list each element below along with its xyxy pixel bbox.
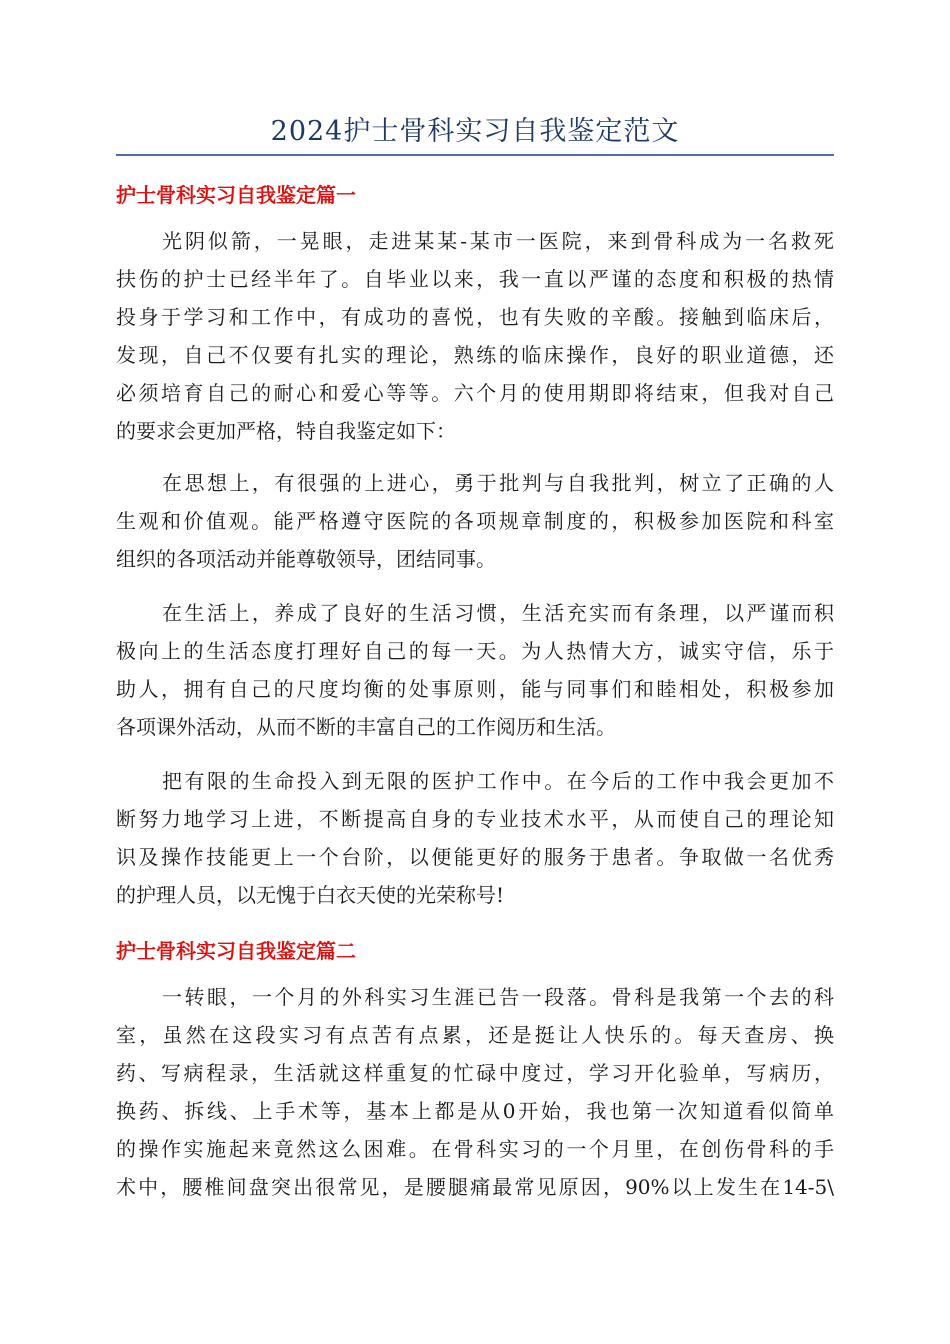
text-line: 换药、拆线、上手术等，基本上都是从0开始，我也第一次知道看似简单 — [116, 1099, 834, 1123]
text-line: 生观和价值观。能严格遵守医院的各项规章制度的，积极参加医院和科室 — [116, 509, 834, 533]
paragraph — [116, 978, 834, 1206]
text-line: 室，虽然在这段实习有点苦有点累，还是挺让人快乐的。每天查房、换 — [116, 1023, 834, 1047]
document-title: 2024护士骨科实习自我鉴定范文 — [270, 116, 680, 147]
section-heading-2: 护士骨科实习自我鉴定篇二 — [116, 939, 356, 963]
paragraph — [116, 594, 834, 746]
section-heading-1: 护士骨科实习自我鉴定篇一 — [116, 183, 356, 207]
text-line: 组织的各项活动并能尊敬领导，团结同事。 — [116, 547, 496, 571]
paragraph — [116, 762, 834, 914]
text-line: 投身于学习和工作中，有成功的喜悦，也有失败的辛酸。接触到临床后， — [116, 305, 834, 329]
text-line: 必须培育自己的耐心和爱心等等。六个月的使用期即将结束，但我对自己 — [116, 381, 834, 405]
paragraph — [116, 222, 834, 450]
text-line: 的护理人员，以无愧于白衣天使的光荣称号! — [116, 883, 505, 907]
text-line: 断努力地学习上进，不断提高自身的专业技术水平，从而使自己的理论知 — [116, 807, 834, 831]
text-line: 的要求会更加严格，特自我鉴定如下： — [116, 419, 456, 443]
text-line: 把有限的生命投入到无限的医护工作中。在今后的工作中我会更加不 — [162, 769, 834, 793]
paragraph — [116, 464, 834, 578]
text-line: 极向上的生活态度打理好自己的每一天。为人热情大方，诚实守信，乐于 — [116, 639, 834, 663]
text-line: 药、写病程录，生活就这样重复的忙碌中度过，学习开化验单，写病历， — [116, 1061, 834, 1085]
text-line: 识及操作技能更上一个台阶，以便能更好的服务于患者。争取做一名优秀 — [116, 845, 834, 869]
text-line: 在生活上，养成了良好的生活习惯，生活充实而有条理，以严谨而积 — [162, 601, 834, 625]
text-line: 发现，自己不仅要有扎实的理论，熟练的临床操作，良好的职业道德，还 — [116, 343, 834, 367]
text-line: 助人，拥有自己的尺度均衡的处事原则，能与同事们和睦相处，积极参加 — [116, 677, 834, 701]
text-line: 一转眼，一个月的外科实习生涯已告一段落。骨科是我第一个去的科 — [162, 985, 834, 1009]
text-line: 扶伤的护士已经半年了。自毕业以来，我一直以严谨的态度和积极的热情 — [116, 267, 834, 291]
text-line: 各项课外活动，从而不断的丰富自己的工作阅历和生活。 — [116, 715, 616, 739]
text-line: 光阴似箭，一晃眼，走进某某-某市一医院，来到骨科成为一名救死 — [162, 229, 834, 253]
text-line: 在思想上，有很强的上进心，勇于批判与自我批判，树立了正确的人 — [162, 471, 834, 495]
title-underline — [116, 154, 834, 156]
text-line: 的操作实施起来竟然这么困难。在骨科实习的一个月里，在创伤骨科的手 — [116, 1137, 834, 1161]
text-line: 术中，腰椎间盘突出很常见，是腰腿痛最常见原因，90%以上发生在14-5\ — [116, 1175, 834, 1199]
